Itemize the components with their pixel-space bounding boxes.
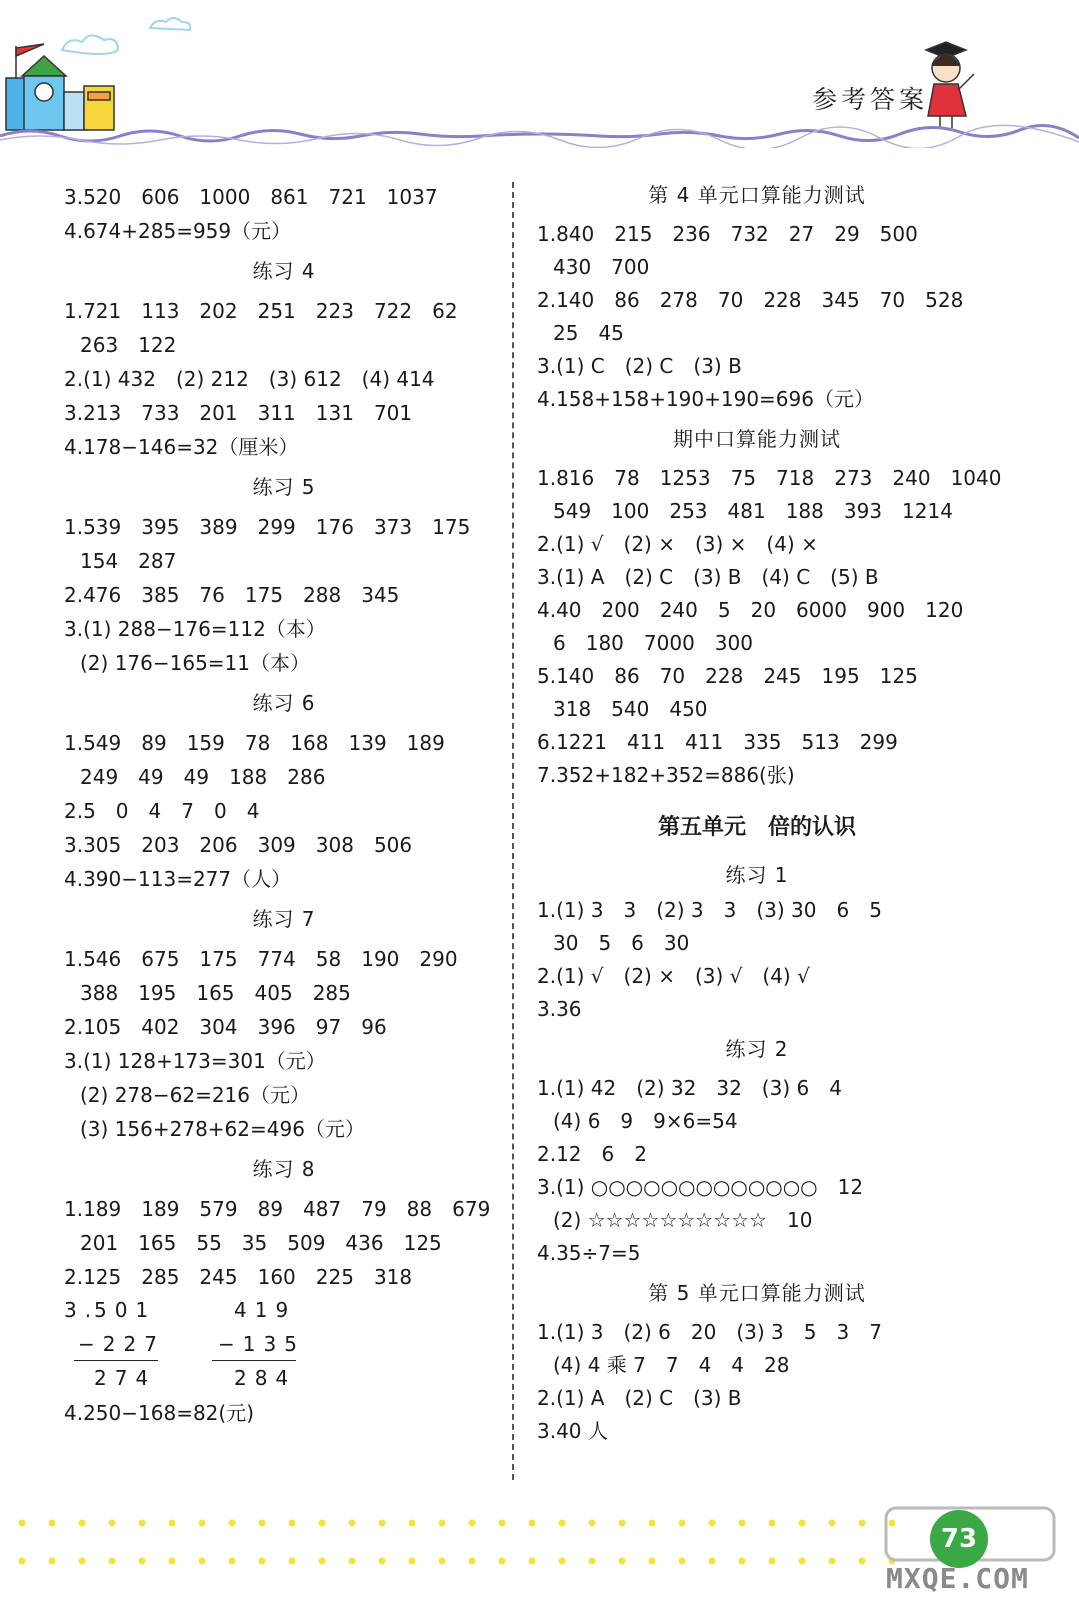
answer-line: 4.40 200 240 5 20 6000 900 120 [537, 598, 964, 622]
answer-line: (4) 6 9 9×6=54 [553, 1109, 738, 1133]
calc-a-bar [74, 1360, 158, 1361]
decorative-dot [109, 1558, 116, 1565]
decorative-dot [829, 1520, 836, 1527]
answer-line: 2.140 86 278 70 228 345 70 528 [537, 288, 964, 312]
answer-line: (3) 156+278+62=496（元） [80, 1117, 365, 1141]
answer-line: 3.(1) A (2) C (3) B (4) C (5) B [537, 565, 879, 589]
decorative-dot [259, 1520, 266, 1527]
answer-line: 1.816 78 1253 75 718 273 240 1040 [537, 466, 1002, 490]
section-heading-exercise-4: 练习 4 [252, 259, 316, 283]
answer-line: 3.520 606 1000 861 721 1037 [64, 185, 438, 209]
answer-line: 25 45 [553, 321, 624, 345]
answer-line: 2.(1) 432 (2) 212 (3) 612 (4) 414 [64, 367, 435, 391]
graduate-girl-icon [926, 42, 974, 128]
decorative-dot [439, 1520, 446, 1527]
section-heading-exercise-5: 练习 5 [252, 475, 316, 499]
decorative-dot [199, 1558, 206, 1565]
page-header [0, 0, 1079, 150]
watermark-text: MXQE.COM [886, 1562, 1029, 1595]
answer-line: 2.125 285 245 160 225 318 [64, 1265, 413, 1289]
decorative-dot [709, 1558, 716, 1565]
footer-dots-row-1 [0, 1518, 900, 1528]
answer-line: 1.(1) 42 (2) 32 32 (3) 6 4 [537, 1076, 842, 1100]
decorative-dot [409, 1558, 416, 1565]
answer-line: (2) 176−165=11（本） [80, 651, 310, 675]
answer-line: 1.549 89 159 78 168 139 189 [64, 731, 445, 755]
answer-line: 4.674+285=959（元） [64, 219, 292, 243]
answer-line: 2.476 385 76 175 288 345 [64, 583, 400, 607]
section-heading-unit4-test: 第 4 单元口算能力测试 [648, 183, 866, 207]
decorative-dot [589, 1520, 596, 1527]
answer-line: (2) 278−62=216（元） [80, 1083, 310, 1107]
answer-line: 2.5 0 4 7 0 4 [64, 799, 260, 823]
answer-line: 430 700 [553, 255, 650, 279]
section-heading-exercise-8: 练习 8 [252, 1157, 316, 1181]
left-column [64, 180, 504, 1430]
decorative-dot [649, 1558, 656, 1565]
cloud-icon [62, 18, 190, 54]
answer-line: (4) 4 乘 7 7 4 4 28 [553, 1353, 790, 1377]
calc-b-bar [212, 1360, 296, 1361]
answer-line: 2.105 402 304 396 97 96 [64, 1015, 387, 1039]
decorative-dot [319, 1558, 326, 1565]
answer-line: 1.(1) 3 (2) 6 20 (3) 3 5 3 7 [537, 1320, 882, 1344]
decorative-dot [529, 1558, 536, 1565]
answer-line: 1.840 215 236 732 27 29 500 [537, 222, 918, 246]
decorative-dot [679, 1558, 686, 1565]
decorative-dot [229, 1558, 236, 1565]
decorative-dot [469, 1520, 476, 1527]
calc-a-minuend: 501 [94, 1298, 157, 1322]
decorative-dot [289, 1558, 296, 1565]
calc-a-result: 274 [94, 1366, 157, 1390]
answer-line: 1.189 189 579 89 487 79 88 679 [64, 1197, 491, 1221]
decorative-dot [499, 1520, 506, 1527]
decorative-dot [379, 1520, 386, 1527]
answer-line: 549 100 253 481 188 393 1214 [553, 499, 953, 523]
decorative-dot [469, 1558, 476, 1565]
decorative-dot [619, 1558, 626, 1565]
decorative-dot [739, 1558, 746, 1565]
calc-label: 3. [64, 1298, 100, 1322]
decorative-dot [79, 1520, 86, 1527]
answer-line: 4.390−113=277（人） [64, 867, 292, 891]
answer-line: 1.(1) 3 3 (2) 3 3 (3) 30 6 5 [537, 898, 882, 922]
answer-line: 6 180 7000 300 [553, 631, 753, 655]
decorative-dot [379, 1558, 386, 1565]
castle-icon [6, 44, 114, 130]
section-heading-exercise-1: 练习 1 [725, 863, 789, 887]
decorative-dot [799, 1520, 806, 1527]
vertical-subtraction [64, 1294, 504, 1396]
answer-line: 3.(1) 128+173=301（元） [64, 1049, 326, 1073]
decorative-dot [229, 1520, 236, 1527]
section-heading-exercise-2: 练习 2 [725, 1037, 789, 1061]
answer-line: 7.352+182+352=886(张) [537, 763, 795, 787]
page-title: 参考答案 [812, 85, 929, 114]
answer-line: 6.1221 411 411 335 513 299 [537, 730, 898, 754]
answer-line: 1.539 395 389 299 176 373 175 [64, 515, 471, 539]
decorative-dot [769, 1520, 776, 1527]
decorative-dot [169, 1558, 176, 1565]
answer-line: 3.40 人 [537, 1419, 608, 1443]
column-divider [512, 182, 514, 1480]
calc-b-subtrahend: −135 [218, 1332, 305, 1356]
decorative-dot [499, 1558, 506, 1565]
answer-line: 4.250−168=82(元) [64, 1401, 254, 1425]
calc-b-minuend: 419 [234, 1298, 297, 1322]
decorative-dot [619, 1520, 626, 1527]
answer-line: 5.140 86 70 228 245 195 125 [537, 664, 918, 688]
answer-line: 388 195 165 405 285 [80, 981, 351, 1005]
decorative-dot [679, 1520, 686, 1527]
decorative-dot [319, 1520, 326, 1527]
decorative-dot [199, 1520, 206, 1527]
decorative-dot [709, 1520, 716, 1527]
unit-title: 第五单元 倍的认识 [657, 815, 856, 840]
answer-line: 2.12 6 2 [537, 1142, 647, 1166]
answer-line: 318 540 450 [553, 697, 708, 721]
answer-line: 2.(1) √ (2) × (3) √ (4) √ [537, 964, 810, 988]
decorative-dot [79, 1558, 86, 1565]
decorative-dot [19, 1558, 26, 1565]
answer-line: 3.(1) 288−176=112（本） [64, 617, 326, 641]
answer-line: 1.721 113 202 251 223 722 62 [64, 299, 458, 323]
decorative-dot [289, 1520, 296, 1527]
decorative-dot [859, 1520, 866, 1527]
answer-line: 4.35÷7=5 [537, 1241, 641, 1265]
decorative-dot [799, 1558, 806, 1565]
section-heading-midterm-test: 期中口算能力测试 [673, 427, 841, 451]
answer-line: 2.(1) A (2) C (3) B [537, 1386, 742, 1410]
decorative-dot [649, 1520, 656, 1527]
page-number-badge: 73 [930, 1510, 988, 1568]
calc-b-result: 284 [234, 1366, 297, 1390]
section-heading-exercise-7: 练习 7 [252, 907, 316, 931]
calc-a-subtrahend: −227 [78, 1332, 165, 1356]
decorative-dot [559, 1558, 566, 1565]
decorative-dot [109, 1520, 116, 1527]
section-heading-exercise-6: 练习 6 [252, 691, 316, 715]
answer-line: 3.(1) C (2) C (3) B [537, 354, 742, 378]
header-wave-divider [0, 122, 1079, 148]
decorative-dot [409, 1520, 416, 1527]
decorative-dot [349, 1520, 356, 1527]
answer-line: 4.158+158+190+190=696（元） [537, 387, 874, 411]
decorative-dot [739, 1520, 746, 1527]
decorative-dot [139, 1558, 146, 1565]
answer-line: 3.(1) ○○○○○○○○○○○○○ 12 [537, 1175, 864, 1199]
decorative-dot [559, 1520, 566, 1527]
decorative-dot [349, 1558, 356, 1565]
answer-line: 3.305 203 206 309 308 506 [64, 833, 413, 857]
decorative-dot [19, 1520, 26, 1527]
decorative-dot [139, 1520, 146, 1527]
decorative-dot [169, 1520, 176, 1527]
answer-line: 30 5 6 30 [553, 931, 690, 955]
answer-line: 4.178−146=32（厘米） [64, 435, 299, 459]
answer-line: 2.(1) √ (2) × (3) × (4) × [537, 532, 818, 556]
decorative-dot [439, 1558, 446, 1565]
answer-line: 249 49 49 188 286 [80, 765, 326, 789]
section-heading-unit5-test: 第 5 单元口算能力测试 [648, 1281, 866, 1305]
decorative-dot [859, 1558, 866, 1565]
answer-line: 1.546 675 175 774 58 190 290 [64, 947, 458, 971]
decorative-dot [529, 1520, 536, 1527]
right-column [537, 180, 1002, 1448]
answer-line: 154 287 [80, 549, 177, 573]
answer-line: 201 165 55 35 509 436 125 [80, 1231, 442, 1255]
answer-line: 3.36 [537, 997, 582, 1021]
answer-line: (2) ☆☆☆☆☆☆☆☆☆☆ 10 [553, 1208, 813, 1232]
answer-line: 3.213 733 201 311 131 701 [64, 401, 413, 425]
answer-line: 263 122 [80, 333, 177, 357]
decorative-dot [769, 1558, 776, 1565]
decorative-dot [49, 1558, 56, 1565]
decorative-dot [829, 1558, 836, 1565]
decorative-dot [49, 1520, 56, 1527]
decorative-dot [589, 1558, 596, 1565]
decorative-dot [259, 1558, 266, 1565]
footer-dots-row-2 [0, 1556, 900, 1566]
